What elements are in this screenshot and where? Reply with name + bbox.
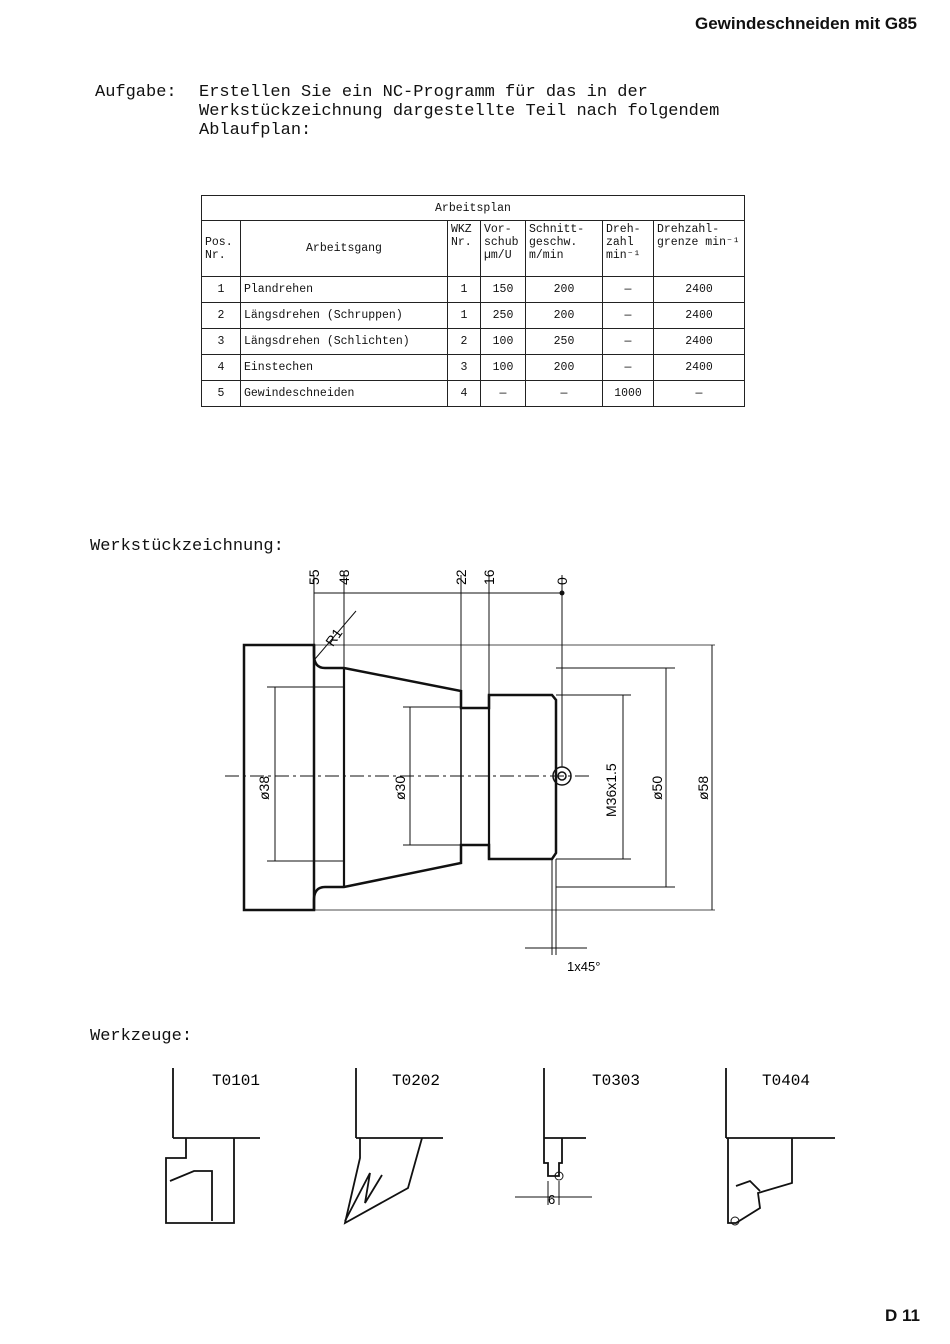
- cell-operation: Einstechen: [241, 355, 448, 381]
- cell-pos: 4: [202, 355, 241, 381]
- col-header-rpm-limit: Drehzahl- grenze min⁻¹: [654, 221, 745, 277]
- diameter-label: ø58: [695, 775, 711, 800]
- col-header-feed: Vor- schub µm/U: [481, 221, 526, 277]
- table-row: [202, 277, 745, 303]
- tools-label: Werkzeuge:: [90, 1027, 193, 1046]
- cell-tool: 1: [448, 277, 481, 303]
- workpiece-contour: [314, 645, 556, 910]
- cell-feed: 150: [481, 277, 526, 303]
- cell-limit: 2400: [654, 303, 745, 329]
- cell-pos: 3: [202, 329, 241, 355]
- diameter-label: ø50: [649, 775, 665, 800]
- x-dim-label: 16: [481, 569, 497, 585]
- x-dim-label: 55: [306, 569, 322, 585]
- cell-pos: 1: [202, 277, 241, 303]
- page-title: Gewindeschneiden mit G85: [694, 14, 917, 33]
- table-row: [202, 381, 745, 407]
- cell-rpm: —: [603, 329, 654, 355]
- cell-rpm: —: [603, 303, 654, 329]
- drawing-label: Werkstückzeichnung:: [90, 537, 284, 556]
- table-caption: Arbeitsplan: [202, 196, 745, 221]
- diameter-label: M36x1.5: [603, 763, 619, 817]
- cell-rpm: —: [603, 277, 654, 303]
- cell-feed: 100: [481, 355, 526, 381]
- tools-figure: [160, 1063, 860, 1243]
- tool-label: T0303: [592, 1072, 641, 1090]
- cell-feed: —: [481, 381, 526, 407]
- cell-operation: Plandrehen: [241, 277, 448, 303]
- task-label: Aufgabe:: [95, 83, 177, 102]
- table-row: [202, 355, 745, 381]
- cell-speed: —: [526, 381, 603, 407]
- tool-t0202-drawing: [345, 1068, 443, 1223]
- col-header-speed: Schnitt- geschw. m/min: [526, 221, 603, 277]
- cell-limit: 2400: [654, 329, 745, 355]
- tool-t0101-drawing: [166, 1068, 260, 1223]
- cell-pos: 2: [202, 303, 241, 329]
- cell-tool: 1: [448, 303, 481, 329]
- cell-limit: 2400: [654, 355, 745, 381]
- radius-label: R1: [322, 625, 346, 650]
- cell-pos: 5: [202, 381, 241, 407]
- col-header-operation: Arbeitsgang: [241, 221, 448, 277]
- work-plan-table: [201, 195, 745, 407]
- cell-speed: 200: [526, 303, 603, 329]
- tool-label: T0404: [762, 1072, 811, 1090]
- page-number: D 11: [885, 1306, 920, 1325]
- tool-t0404-drawing: [726, 1068, 835, 1225]
- diameter-label: ø38: [256, 775, 272, 800]
- cell-operation: Gewindeschneiden: [241, 381, 448, 407]
- table-row: [202, 329, 745, 355]
- tool-t0303-drawing: [515, 1068, 592, 1205]
- cell-tool: 4: [448, 381, 481, 407]
- x-dim-label: 0: [554, 577, 570, 585]
- cell-speed: 200: [526, 277, 603, 303]
- col-header-tool: WKZ Nr.: [448, 221, 481, 277]
- cell-feed: 250: [481, 303, 526, 329]
- workpiece-drawing: [215, 555, 735, 985]
- tool-label: T0101: [212, 1072, 261, 1090]
- cell-limit: 2400: [654, 277, 745, 303]
- task-text: Erstellen Sie ein NC-Programm für das in der Werkstückzeichnung dargestellte Teil nach folgendem Ablaufplan:: [199, 83, 720, 140]
- col-header-pos: Pos. Nr.: [202, 221, 241, 277]
- chamfer-label: 1x45°: [567, 959, 601, 974]
- cell-rpm: —: [603, 355, 654, 381]
- cell-speed: 250: [526, 329, 603, 355]
- x-dim-label: 22: [453, 569, 469, 585]
- chuck-section: [244, 645, 314, 910]
- cell-speed: 200: [526, 355, 603, 381]
- cell-operation: Längsdrehen (Schruppen): [241, 303, 448, 329]
- cell-feed: 100: [481, 329, 526, 355]
- groove-width-label: 6: [548, 1192, 556, 1207]
- cell-tool: 3: [448, 355, 481, 381]
- x-dim-label: 48: [336, 569, 352, 585]
- cell-tool: 2: [448, 329, 481, 355]
- table-row: [202, 303, 745, 329]
- col-header-rpm: Dreh- zahl min⁻¹: [603, 221, 654, 277]
- cell-rpm: 1000: [603, 381, 654, 407]
- tool-label: T0202: [392, 1072, 441, 1090]
- diameter-label: ø30: [392, 775, 408, 800]
- cell-operation: Längsdrehen (Schlichten): [241, 329, 448, 355]
- cell-limit: —: [654, 381, 745, 407]
